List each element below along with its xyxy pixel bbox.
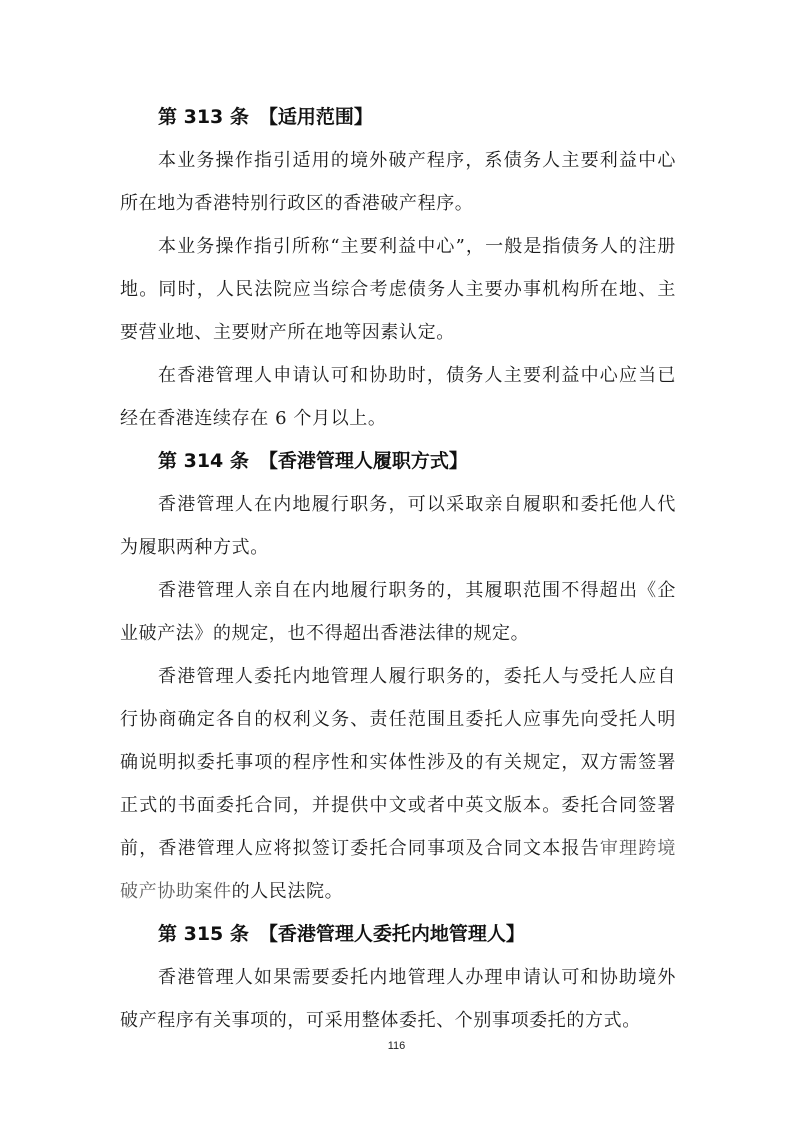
article-number: 第 313 条 — [158, 106, 249, 128]
paragraph: 本业务操作指引所称“主要利益中心”，一般是指债务人的注册地。同时，人民法院应当综合考虑债务人主要办事机构所在地、主要营业地、主要财产所在地等因素认定。 — [120, 236, 676, 343]
paragraph-text: 香港管理人委托内地管理人履行职务的，委托人与受托人应自行协商确定各自的权利义务、责任范围且委托人应事先向受托人明确说明拟委托事项的程序性和实体性涉及的有关规定，双方需签署正式的书面委托合同，并提供中文或者中英文版本。委托合同签署前，香港管理人应将拟签订委托合同事项及合同文本报告 — [120, 666, 676, 859]
article-314-heading — [120, 440, 676, 483]
paragraph: 香港管理人如果需要委托内地管理人办理申请认可和协助境外破产程序有关事项的，可采用整体委托、个别事项委托的方式。 — [120, 967, 676, 1031]
article-title: 【适用范围】 — [258, 106, 373, 128]
paragraph: 香港管理人亲自在内地履行职务的，其履职范围不得超出《企业破产法》的规定，也不得超出香港法律的规定。 — [120, 580, 676, 644]
article-315-heading — [120, 913, 676, 956]
paragraph: 本业务操作指引适用的境外破产程序，系债务人主要利益中心所在地为香港特别行政区的香港破产程序。 — [120, 150, 676, 214]
paragraph: 在香港管理人申请认可和协助时，债务人主要利益中心应当已经在香港连续存在 6 个月以上。 — [120, 365, 676, 429]
article-title: 【香港管理人委托内地管理人】 — [258, 923, 525, 945]
document-body — [120, 96, 676, 1042]
court-reference-text: 审理跨境破产协助案件 — [120, 838, 677, 902]
paragraph — [120, 655, 676, 913]
article-number: 第 315 条 — [158, 923, 249, 945]
article-313-heading — [120, 96, 676, 139]
paragraph-text: 的人民法院。 — [231, 881, 344, 902]
page-number: 116 — [387, 1040, 406, 1052]
article-number: 第 314 条 — [158, 450, 249, 472]
paragraph: 香港管理人在内地履行职务，可以采取亲自履职和委托他人代为履职两种方式。 — [120, 494, 676, 558]
article-title: 【香港管理人履职方式】 — [258, 450, 468, 472]
